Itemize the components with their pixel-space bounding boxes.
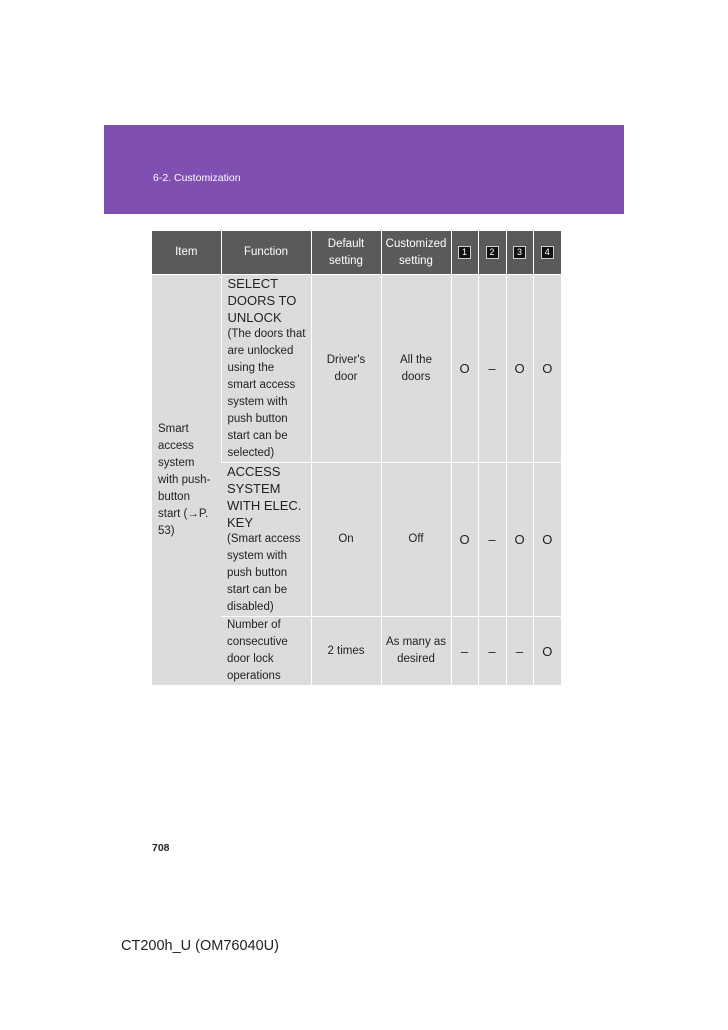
method-4-cell: O	[533, 275, 561, 463]
col-header-3	[506, 231, 533, 275]
col-header-2	[478, 231, 506, 275]
method-3-cell: O	[506, 463, 533, 617]
col-header-1	[451, 231, 478, 275]
function-cell	[221, 463, 311, 617]
default-setting-cell: On	[311, 463, 381, 617]
method-1-cell: O	[451, 463, 478, 617]
col-header-function: Function	[221, 231, 311, 275]
col-header-item: Item	[152, 231, 221, 275]
item-label: Smart access system with push-button start (→P. 53)	[158, 422, 211, 537]
customized-setting-cell: Off	[381, 463, 451, 617]
number-3-icon: 3	[513, 246, 526, 259]
number-1-icon: 1	[458, 246, 471, 259]
section-title: 6-2. Customization	[153, 172, 241, 184]
number-2-icon: 2	[486, 246, 499, 259]
function-title: ACCESS SYSTEM WITH ELEC. KEY	[227, 464, 302, 530]
col-header-customized: Customized setting	[381, 231, 451, 275]
default-setting-cell: Driver's door	[311, 275, 381, 463]
manual-code: CT200h_U (OM76040U)	[121, 938, 279, 954]
page-number: 708	[152, 842, 170, 854]
method-1-cell: O	[451, 275, 478, 463]
method-3-cell: O	[506, 275, 533, 463]
method-3-cell: –	[506, 617, 533, 686]
function-description: (Smart access system with push button start can be disabled)	[227, 533, 301, 613]
method-4-cell: O	[533, 617, 561, 686]
function-title: SELECT DOORS TO UNLOCK	[227, 276, 297, 325]
function-cell	[221, 275, 311, 463]
method-2-cell: –	[478, 275, 506, 463]
function-description: (The doors that are unlocked using the smart access system with push button start can be selected)	[227, 328, 306, 459]
customized-setting-cell: As many as desired	[381, 617, 451, 686]
customization-table	[152, 231, 561, 685]
item-cell	[152, 275, 221, 686]
function-description: Number of consecutive door lock operations	[227, 619, 288, 682]
table-row	[152, 275, 561, 463]
method-4-cell: O	[533, 463, 561, 617]
header-band	[104, 125, 624, 214]
function-cell	[221, 617, 311, 686]
method-2-cell: –	[478, 463, 506, 617]
col-header-4	[533, 231, 561, 275]
customized-setting-cell: All the doors	[381, 275, 451, 463]
number-4-icon: 4	[541, 246, 554, 259]
table-header-row	[152, 231, 561, 275]
default-setting-cell: 2 times	[311, 617, 381, 686]
col-header-default: Default setting	[311, 231, 381, 275]
method-1-cell: –	[451, 617, 478, 686]
method-2-cell: –	[478, 617, 506, 686]
